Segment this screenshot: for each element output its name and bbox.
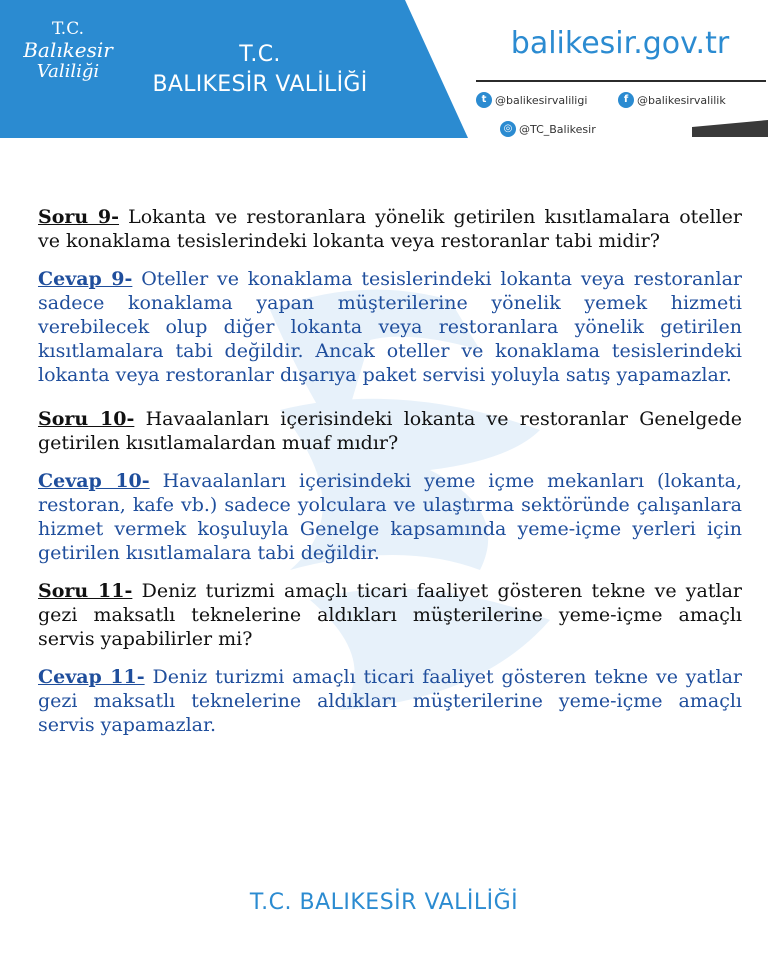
logo-line3: Valiliği <box>36 61 100 82</box>
twitter-handle: @balikesirvaliligi <box>495 93 588 107</box>
twitter-link[interactable] <box>476 92 587 108</box>
governorship-logo <box>22 20 114 104</box>
logo-line1: T.C. <box>51 19 85 39</box>
question-10 <box>38 407 742 455</box>
facebook-icon: f <box>618 92 634 108</box>
answer-10 <box>38 469 742 565</box>
question-text: Havaalanları içerisindeki lokanta ve restoranlar Genelgede getirilen kısıtlamalardan muaf mıdır? <box>38 408 743 454</box>
answer-text: Deniz turizmi amaçlı ticari faaliyet gösteren tekne ve yatlar gezi maksatlı teknelerine aldıkları müşterilerine yeme-içme amaçlı servis yapamazlar. <box>38 666 742 736</box>
facebook-handle: @balikesirvalilik <box>637 93 726 107</box>
instagram-handle: @TC_Balikesir <box>519 122 596 136</box>
facebook-link[interactable] <box>618 92 726 108</box>
logo-line2: Balıkesir <box>23 38 113 62</box>
question-label: Soru 9- <box>38 206 120 228</box>
website-link[interactable]: balikesir.gov.tr <box>510 26 730 61</box>
answer-11 <box>38 665 742 737</box>
instagram-icon: ◎ <box>500 121 516 137</box>
instagram-link[interactable] <box>500 121 596 137</box>
question-9 <box>38 205 742 253</box>
question-text: Deniz turizmi amaçlı ticari faaliyet gösteren tekne ve yatlar gezi maksatlı teknelerine aldıkları müşterilerine yeme-içme amaçlı servis yapabilirler mi? <box>38 580 742 650</box>
question-label: Soru 10- <box>38 408 135 430</box>
faq-content <box>38 205 742 737</box>
org-title-line2: BALIKESİR VALİLİĞİ <box>152 72 368 97</box>
org-title-line1: T.C. <box>239 42 281 67</box>
question-label: Soru 11- <box>38 580 133 602</box>
answer-label: Cevap 10- <box>38 470 150 492</box>
question-text: Lokanta ve restoranlara yönelik getirilen kısıtlamalara oteller ve konaklama tesislerindeki lokanta veya restoranlar tabi midir? <box>38 206 742 252</box>
header-divider <box>476 80 766 82</box>
answer-label: Cevap 9- <box>38 268 133 290</box>
org-title <box>130 40 390 100</box>
answer-label: Cevap 11- <box>38 666 145 688</box>
twitter-icon: t <box>476 92 492 108</box>
answer-9 <box>38 267 742 387</box>
header <box>0 0 768 140</box>
answer-text: Havaalanları içerisindeki yeme içme mekanları (lokanta, restoran, kafe vb.) sadece yolculara ve ulaştırma sektöründe çalışanlara hizmet vermek koşuluyla Genelge kapsamında yeme-içme yerleri için getirilen kısıtlamalara tabi değildir. <box>38 470 742 564</box>
footer-title: T.C. BALIKESİR VALİLİĞİ <box>249 890 519 915</box>
answer-text: Oteller ve konaklama tesislerindeki lokanta veya restoranlar sadece konaklama yapan müşterilerine yönelik yemek hizmeti verebilecek olup diğer lokanta veya restoranlara yönelik getirilen kısıtlamalara tabi değildir. Ancak oteller ve konaklama tesislerindeki lokanta veya restoranlar dışarıya paket servisi yoluyla satış yapamazlar. <box>38 268 742 386</box>
question-11 <box>38 579 742 651</box>
